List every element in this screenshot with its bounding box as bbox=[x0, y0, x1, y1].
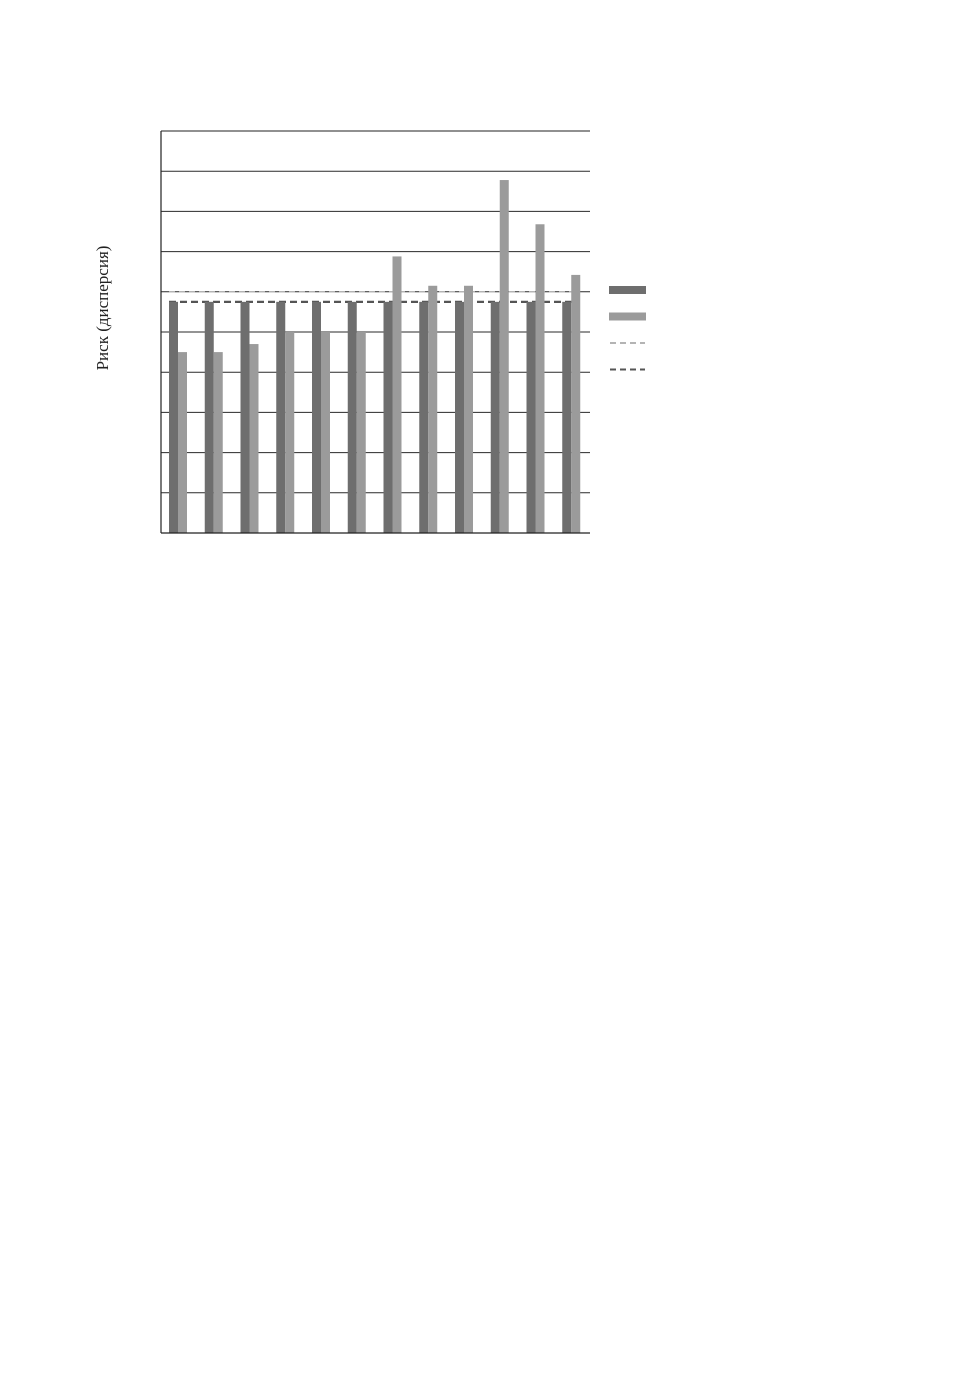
bar bbox=[178, 352, 187, 533]
bar bbox=[419, 302, 428, 533]
legend-swatch bbox=[609, 313, 646, 321]
legend-swatch bbox=[609, 286, 646, 294]
bar bbox=[205, 302, 214, 533]
bar bbox=[357, 332, 366, 533]
bar bbox=[491, 302, 500, 533]
bar bbox=[527, 302, 536, 533]
bar bbox=[562, 302, 571, 533]
bar bbox=[571, 275, 580, 533]
bar bbox=[276, 302, 285, 533]
bar bbox=[214, 352, 223, 533]
bar bbox=[241, 302, 250, 533]
bar bbox=[500, 180, 509, 533]
bar bbox=[348, 302, 357, 533]
bar bbox=[321, 332, 330, 533]
bar bbox=[250, 344, 259, 533]
bar bbox=[384, 302, 393, 533]
legend bbox=[609, 286, 646, 370]
bar bbox=[393, 256, 402, 533]
y-axis-label: Риск (дисперсия) bbox=[93, 245, 112, 371]
bar bbox=[428, 286, 437, 533]
bar bbox=[464, 286, 473, 533]
bar bbox=[285, 332, 294, 533]
bar bbox=[536, 224, 545, 533]
bar bbox=[455, 302, 464, 533]
bar bbox=[312, 302, 321, 533]
grid-lines bbox=[161, 131, 590, 493]
bar bbox=[169, 302, 178, 533]
reference-lines bbox=[169, 292, 580, 302]
bars bbox=[169, 180, 580, 533]
